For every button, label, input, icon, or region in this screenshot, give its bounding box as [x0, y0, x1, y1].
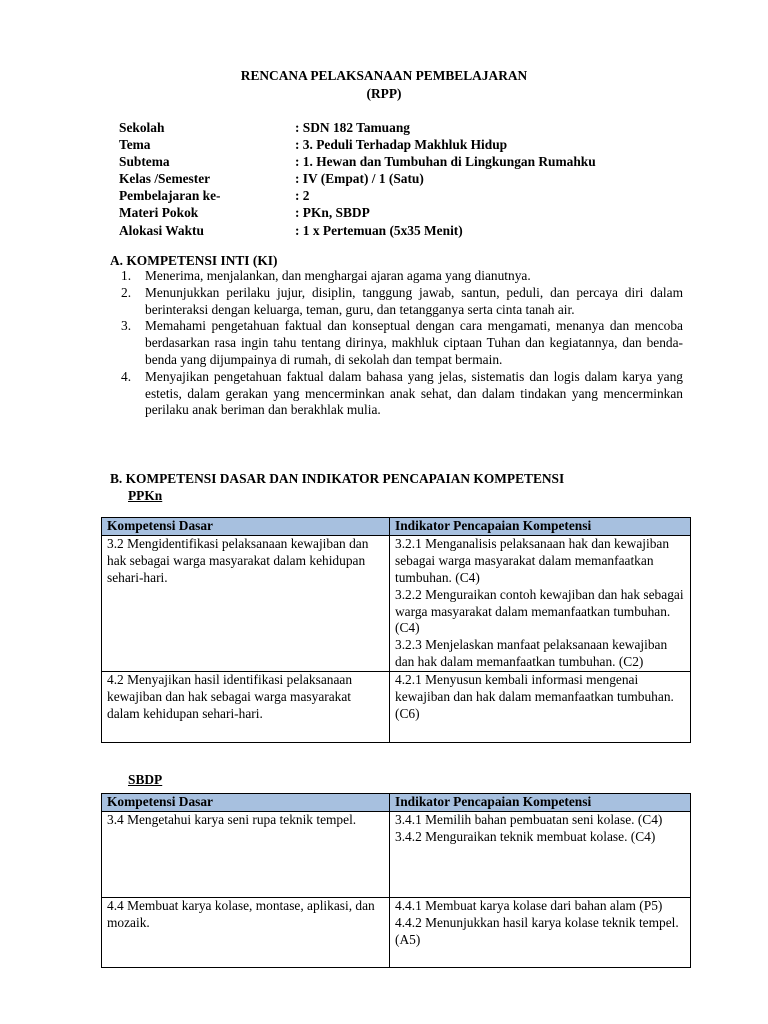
list-number: 2. — [121, 284, 132, 300]
list-text: Menunjukkan perilaku jujur, disiplin, tanggung jawab, santun, peduli, dan percaya diri dalam berinteraksi dengan keluarga, teman, guru, dan tetangganya serta cinta tanah air. — [145, 284, 683, 317]
table-header-row — [102, 518, 691, 536]
column-header: Kompetensi Dasar — [102, 794, 390, 812]
ppkn-subheading: PPKn — [128, 488, 163, 503]
ppkn-table — [101, 517, 691, 743]
identity-value: : 1 x Pertemuan (5x35 Menit) — [295, 222, 463, 238]
list-text: Memahami pengetahuan faktual dan konseptual dengan cara mengamati, menanya dan mencoba berdasarkan rasa ingin tahu tentang dirinya, makhluk ciptaan Tuhan dan kegiatannya, dan benda-benda yang dijumpainya di rumah, di sekolah dan tempat bermain. — [145, 318, 683, 367]
sbdp-table — [101, 793, 691, 968]
identity-row — [119, 119, 596, 136]
identity-key: Alokasi Waktu — [119, 222, 204, 238]
section-b-heading: B. KOMPETENSI DASAR DAN INDIKATOR PENCAPAIAN KOMPETENSI — [110, 471, 565, 486]
list-number: 4. — [121, 368, 132, 384]
table-header-row — [102, 794, 691, 812]
document-subtitle: (RPP) — [366, 86, 402, 101]
identity-value: : PKn, SBDP — [295, 205, 370, 221]
identity-block — [119, 119, 596, 239]
indicator-text: 3.4.2 Menguraikan teknik membuat kolase. (C4) — [395, 828, 656, 844]
indicator-text: 3.2.1 Menganalisis pelaksanaan hak dan kewajiban sebagai warga masyarakat dalam memanfaatkan tumbuhan. (C4) — [395, 535, 670, 585]
column-header: Indikator Pencapaian Kompetensi — [390, 794, 691, 812]
indicator-cell — [390, 672, 691, 743]
identity-key: Tema — [119, 137, 151, 153]
table-row — [102, 535, 691, 671]
identity-row — [119, 136, 596, 153]
sbdp-subheading: SBDP — [128, 772, 163, 787]
kd-cell: 4.4 Membuat karya kolase, montase, aplikasi, dan mozaik. — [102, 897, 390, 967]
column-header: Kompetensi Dasar — [102, 518, 390, 536]
indicator-cell — [390, 897, 691, 967]
indicator-text: 4.4.1 Membuat karya kolase dari bahan alam (P5) — [395, 897, 663, 913]
kd-cell: 3.4 Mengetahui karya seni rupa teknik tempel. — [102, 811, 390, 897]
list-number: 1. — [121, 268, 132, 283]
identity-key: Materi Pokok — [119, 205, 199, 221]
identity-row — [119, 170, 596, 187]
identity-value: : SDN 182 Tamuang — [295, 120, 410, 135]
identity-key: Pembelajaran ke- — [119, 188, 221, 204]
list-number: 3. — [121, 318, 132, 334]
section-a-heading: A. KOMPETENSI INTI (KI) — [110, 253, 278, 268]
identity-key: Sekolah — [119, 120, 165, 135]
kd-cell: 4.2 Menyajikan hasil identifikasi pelaksanaan kewajiban dan hak sebagai warga masyarakat dalam kehidupan sehari-hari. — [102, 672, 390, 743]
indicator-text: 3.2.3 Menjelaskan manfaat pelaksanaan kewajiban dan hak dalam memanfaatkan tumbuhan. (C2) — [395, 637, 668, 670]
indicator-text: 3.2.2 Menguraikan contoh kewajiban dan hak sebagai warga masyarakat dalam memanfaatkan tumbuhan. (C4) — [395, 586, 684, 636]
list-item — [121, 318, 683, 368]
indicator-cell — [390, 811, 691, 897]
kd-cell: 3.2 Mengidentifikasi pelaksanaan kewajiban dan hak sebagai warga masyarakat dalam kehidupan sehari-hari. — [102, 535, 390, 671]
indicator-cell — [390, 535, 691, 671]
identity-key: Subtema — [119, 154, 170, 170]
identity-value: : 2 — [295, 188, 310, 204]
table-row — [102, 897, 691, 967]
column-header: Indikator Pencapaian Kompetensi — [390, 518, 691, 536]
list-item — [121, 284, 683, 319]
indicator-text: 4.4.2 Menunjukkan hasil karya kolase teknik tempel. (A5) — [395, 914, 679, 947]
list-item — [121, 268, 683, 285]
indicator-text: 3.4.1 Memilih bahan pembuatan seni kolase. (C4) — [395, 811, 663, 827]
list-item — [121, 368, 683, 419]
identity-row — [119, 222, 596, 239]
identity-row — [119, 153, 596, 170]
identity-row — [119, 204, 596, 221]
kompetensi-inti-list — [121, 268, 683, 419]
list-text: Menerima, menjalankan, dan menghargai ajaran agama yang dianutnya. — [145, 268, 531, 283]
table-row — [102, 811, 691, 897]
table-row — [102, 672, 691, 743]
indicator-text: 4.2.1 Menyusun kembali informasi mengenai kewajiban dan hak dalam memanfaatkan tumbuhan. (C6) — [395, 672, 674, 721]
document-title: RENCANA PELAKSANAAN PEMBELAJARAN — [240, 68, 528, 83]
identity-value: : IV (Empat) / 1 (Satu) — [295, 171, 424, 187]
identity-value: : 1. Hewan dan Tumbuhan di Lingkungan Rumahku — [295, 154, 596, 170]
identity-row — [119, 187, 596, 204]
identity-value: : 3. Peduli Terhadap Makhluk Hidup — [295, 137, 508, 153]
identity-key: Kelas /Semester — [119, 171, 211, 187]
list-text: Menyajikan pengetahuan faktual dalam bahasa yang jelas, sistematis dan logis dalam karya yang estetis, dalam gerakan yang mencerminkan anak sehat, dan dalam tindakan yang mencerminkan perilaku anak beriman dan berakhlak mulia. — [145, 368, 683, 418]
